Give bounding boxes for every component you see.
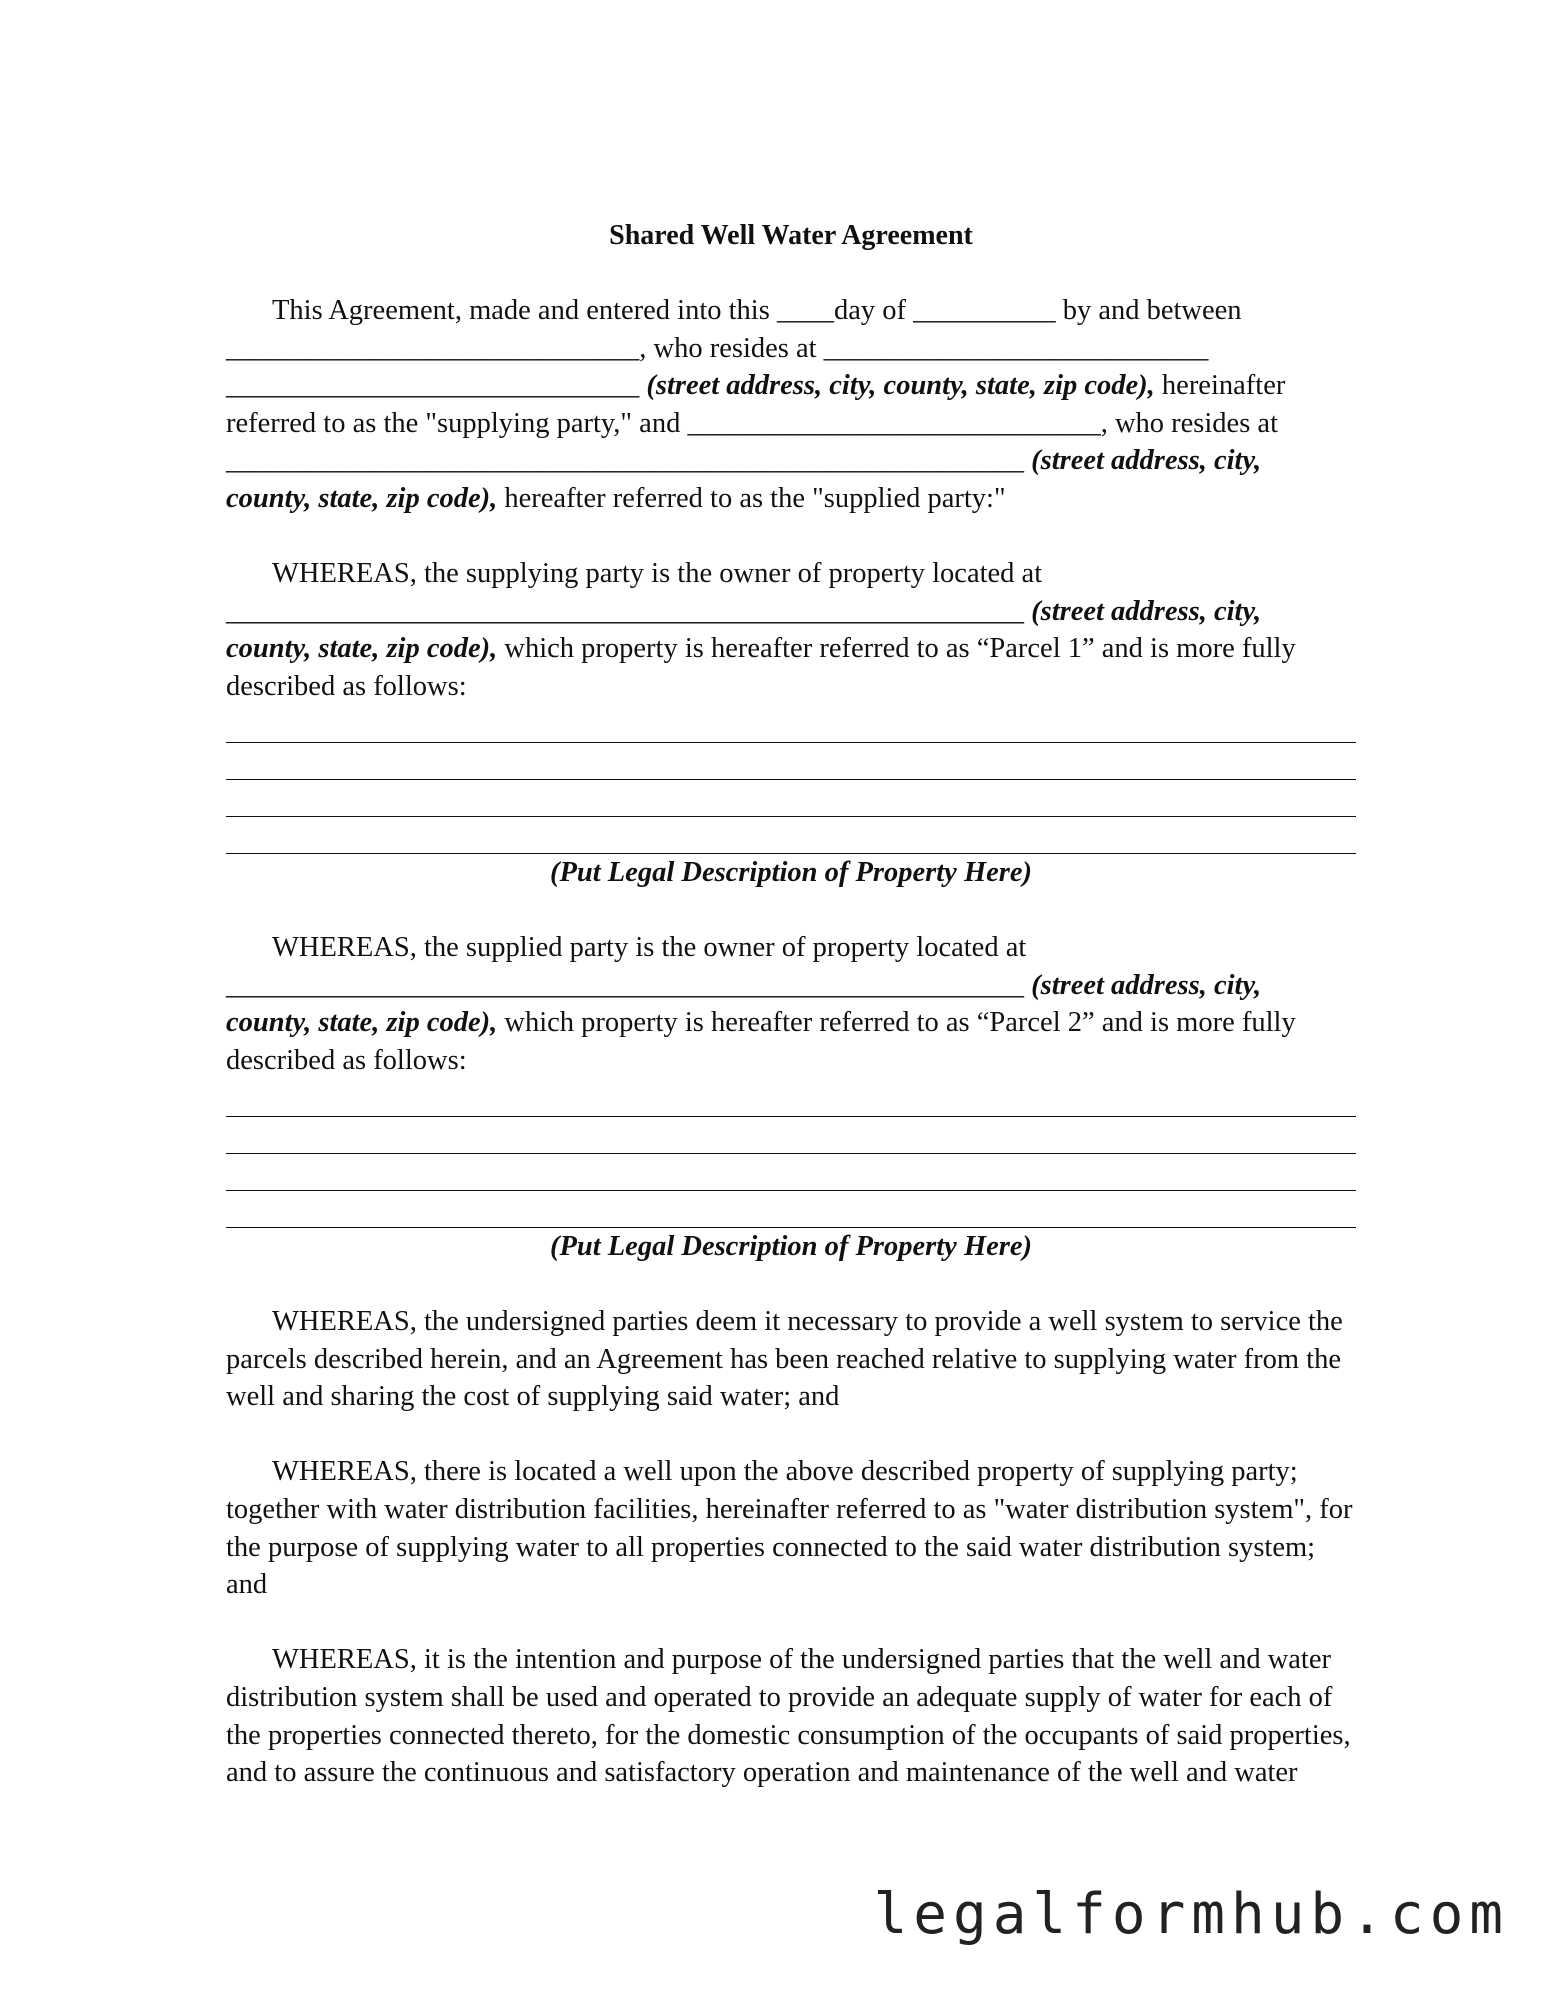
whereas-intention	[226, 1641, 1356, 1791]
intro-line-5	[226, 442, 1356, 480]
intro-line-1: This Agreement, made and entered into this ____day of __________ by and between	[272, 295, 1242, 326]
whereas5-line-4: and to assure the continuous and satisfactory operation and maintenance of the well and water	[226, 1757, 1298, 1789]
whereas1-line-2	[226, 593, 1356, 631]
whereas4-line-3: the purpose of supplying water to all properties connected to the said water distribution system; and	[226, 1531, 1316, 1601]
fill-line[interactable]	[226, 1191, 1356, 1228]
intro-line-6	[226, 480, 1356, 518]
intro-line-6-rest: hereafter referred to as the "supplied party:"	[497, 482, 1006, 514]
whereas3-line-2: parcels described herein, and an Agreement has been reached relative to supplying water from the	[226, 1343, 1341, 1375]
whereas1-rest: which property is hereafter referred to as “Parcel 1” and is more fully	[497, 633, 1296, 665]
whereas1-blank: ________________________________________________________	[226, 595, 1032, 627]
intro-line-4: referred to as the "supplying party," and _____________________________, who resides at	[226, 407, 1278, 439]
whereas3-line-1: WHEREAS, the undersigned parties deem it necessary to provide a well system to service the	[272, 1306, 1343, 1338]
fill-line[interactable]	[226, 1079, 1356, 1116]
legal-description-caption-2: (Put Legal Description of Property Here)	[549, 1230, 1033, 1262]
whereas2-rest: which property is hereafter referred to as “Parcel 2” and is more fully	[497, 1007, 1296, 1039]
address-hint: (street address, city, county, state, zip code),	[646, 370, 1155, 402]
address-hint-a: (street address, city,	[1031, 445, 1262, 477]
intro-after-hint: hereinafter	[1154, 370, 1286, 402]
intro-paragraph	[226, 292, 1356, 518]
legal-description-caption-1: (Put Legal Description of Property Here)	[549, 856, 1033, 888]
whereas1-line-4: described as follows:	[226, 670, 467, 702]
fill-line[interactable]	[226, 743, 1356, 780]
whereas-well-location	[226, 1453, 1356, 1603]
whereas2-hint-a: (street address, city,	[1031, 969, 1262, 1001]
whereas4-line-1: WHEREAS, there is located a well upon the above described property of supplying party;	[272, 1456, 1298, 1488]
whereas4-line-2: together with water distribution facilities, hereinafter referred to as "water distribution system", for	[226, 1494, 1353, 1525]
document-title: Shared Well Water Agreement	[609, 220, 973, 251]
whereas5-line-2: distribution system shall be used and operated to provide an adequate supply of water for each of	[226, 1681, 1333, 1713]
address-hint-b: county, state, zip code),	[226, 482, 498, 514]
watermark-logo: legalformhub.com	[873, 1882, 1509, 1947]
whereas-parcel-2	[226, 929, 1356, 1079]
whereas1-line-3	[226, 630, 1356, 668]
whereas1-line-1: WHEREAS, the supplying party is the owner of property located at	[272, 558, 1043, 590]
fill-line[interactable]	[226, 817, 1356, 854]
intro-line-3	[226, 367, 1356, 405]
whereas2-blank: ________________________________________________________	[226, 969, 1032, 1001]
whereas3-line-3: well and sharing the cost of supplying said water; and	[226, 1381, 840, 1413]
legal-description-lines-2	[226, 1079, 1356, 1227]
whereas1-hint-b: county, state, zip code),	[226, 633, 498, 665]
document-page	[226, 216, 1356, 1792]
whereas-well-system	[226, 1303, 1356, 1416]
whereas5-line-1: WHEREAS, it is the intention and purpose of the undersigned parties that the well and water	[272, 1644, 1331, 1676]
intro-blank-3: _____________________________	[226, 370, 647, 402]
intro-blank-5: ________________________________________________________	[226, 445, 1032, 477]
whereas2-hint-b: county, state, zip code),	[226, 1007, 498, 1039]
fill-line[interactable]	[226, 706, 1356, 743]
fill-line[interactable]	[226, 1117, 1356, 1154]
legal-description-lines-1	[226, 706, 1356, 854]
fill-line[interactable]	[226, 780, 1356, 817]
whereas5-line-3: the properties connected thereto, for the domestic consumption of the occupants of said properties,	[226, 1719, 1351, 1751]
intro-line-2: _____________________________, who resides at ___________________________	[226, 332, 1209, 364]
whereas2-line-1: WHEREAS, the supplied party is the owner of property located at	[272, 932, 1027, 964]
whereas1-hint-a: (street address, city,	[1031, 595, 1262, 627]
whereas2-line-2	[226, 967, 1356, 1005]
whereas-parcel-1	[226, 555, 1356, 705]
fill-line[interactable]	[226, 1154, 1356, 1191]
whereas2-line-4: described as follows:	[226, 1044, 467, 1076]
whereas2-line-3	[226, 1004, 1356, 1042]
